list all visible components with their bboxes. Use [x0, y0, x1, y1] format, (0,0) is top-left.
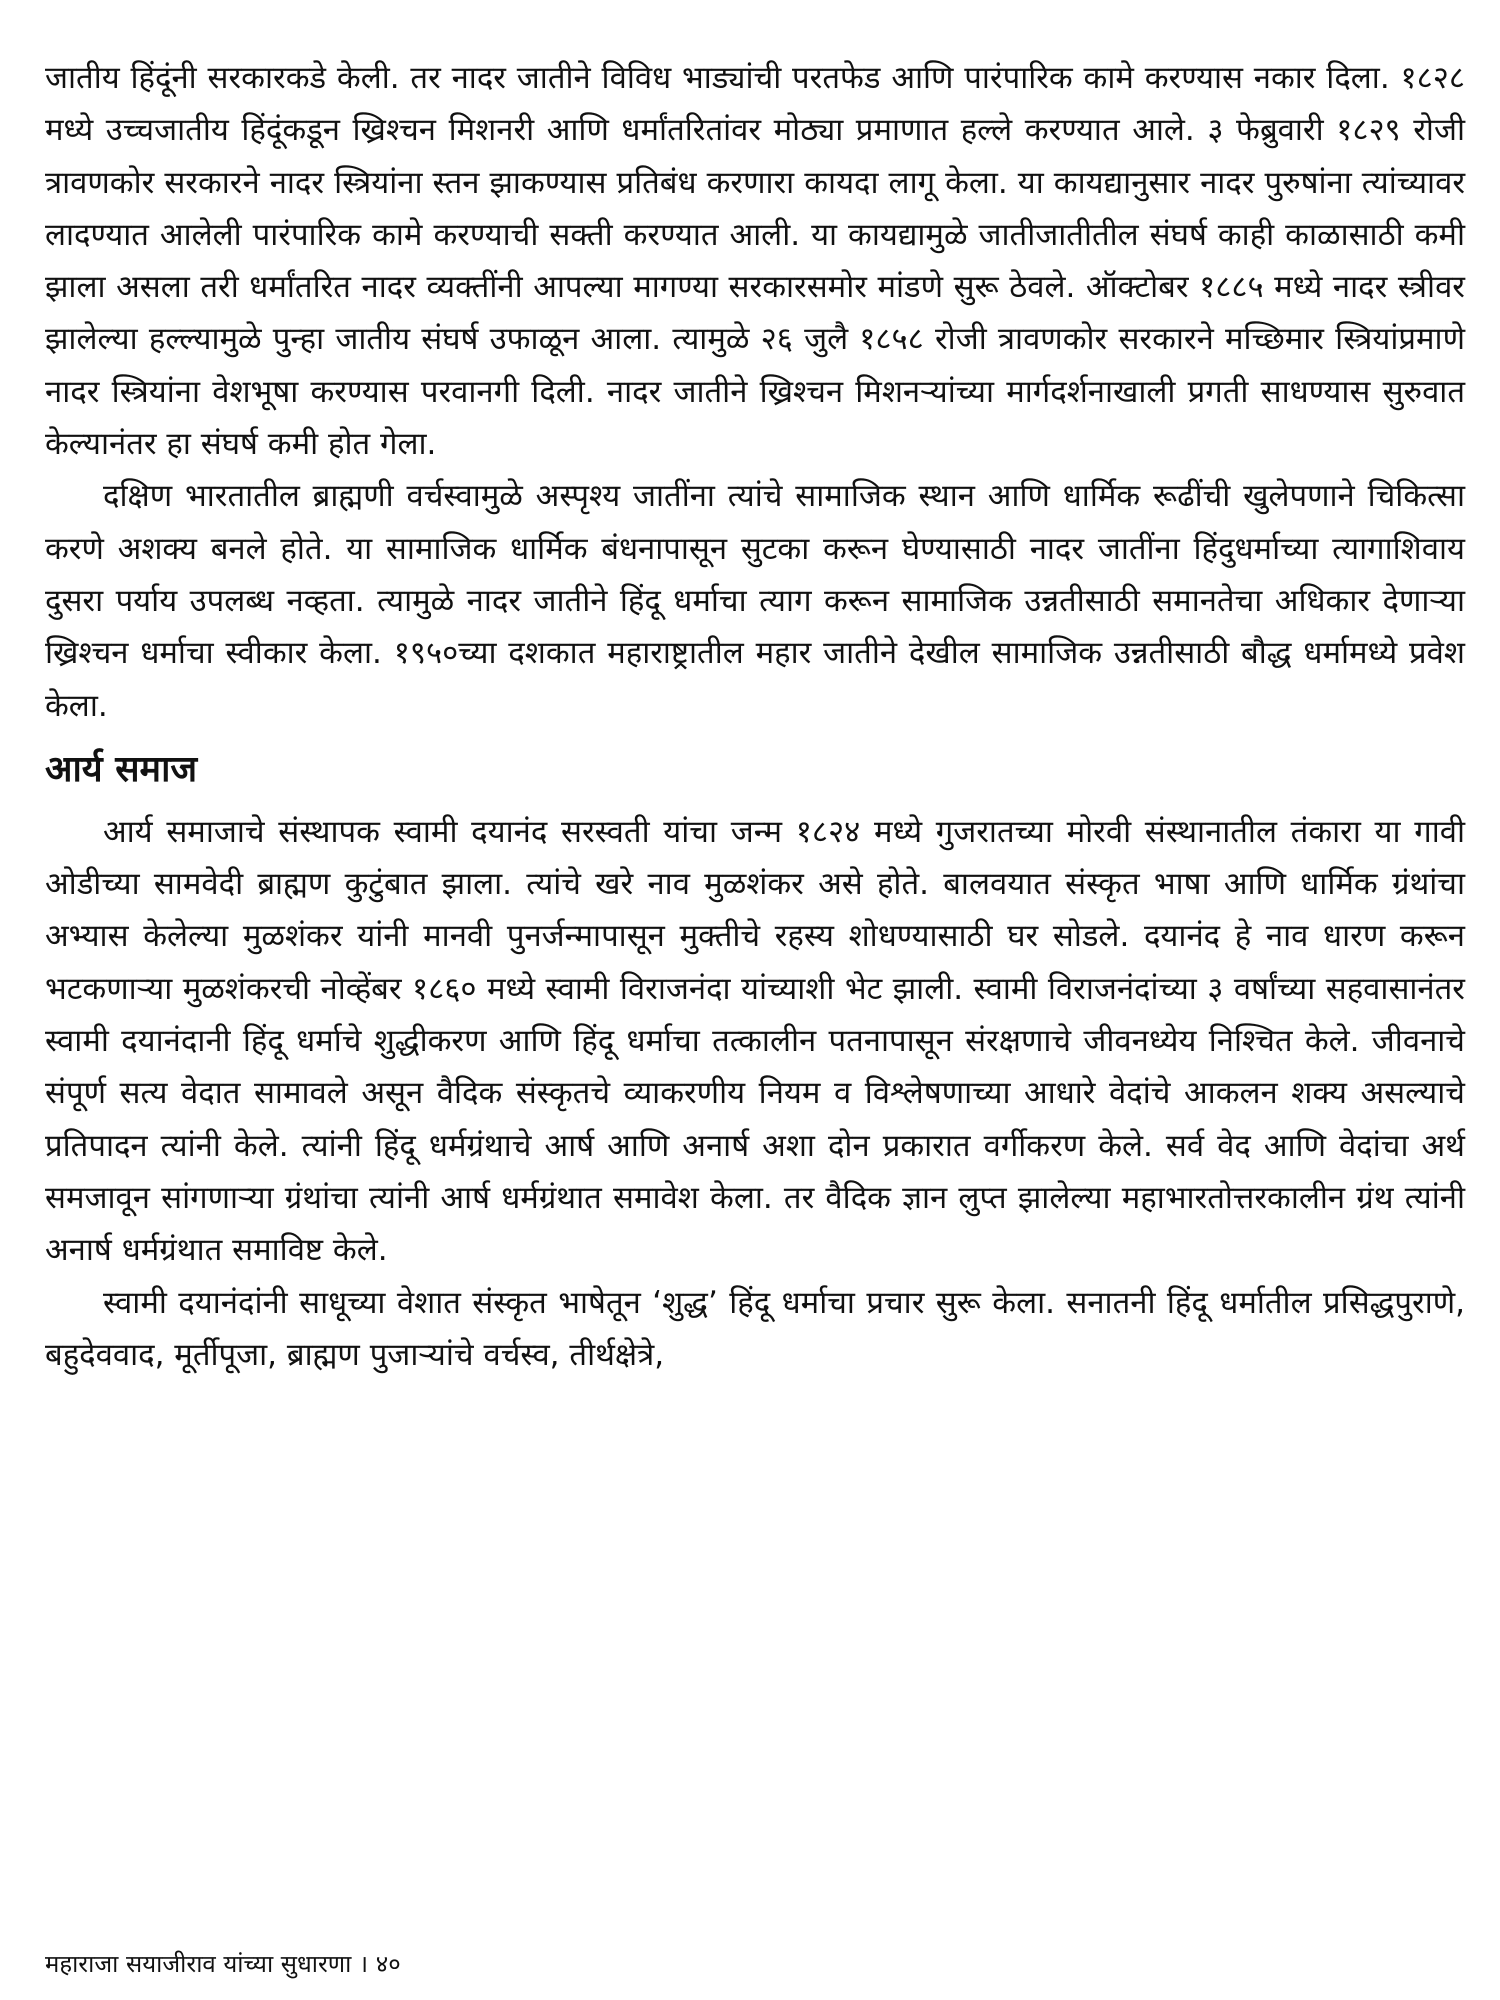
section-heading-arya-samaj: आर्य समाज [45, 748, 198, 790]
paragraph-nadar-conflict: जातीय हिंदूंनी सरकारकडे केली. तर नादर जातीने विविध भाड्यांची परतफेड आणि पारंपारिक कामे करण्यास नकार दिला. १८२८ मध्ये उच्चजातीय हिंदूंकडून ख्रिश्चन मिशनरी आणि धर्मांतरितांवर मोठ्या प्रमाणात हल्ले करण्यात आले. ३ फेब्रुवारी १८२९ रोजी त्रावणकोर सरकारने नादर स्त्रियांना स्तन झाकण्यास प्रतिबंध करणारा कायदा लागू केला. या कायद्यानुसार नादर पुरुषांना त्यांच्यावर लादण्यात आलेली पारंपारिक कामे करण्याची सक्ती करण्यात आली. या कायद्यामुळे जातीजातीतील संघर्ष काही काळासाठी कमी झाला असला तरी धर्मांतरित नादर व्यक्तींनी आपल्या मागण्या सरकारसमोर मांडणे सुरू ठेवले. ऑक्टोबर १८८५ मध्ये नादर स्त्रीवर झालेल्या हल्ल्यामुळे पुन्हा जातीय संघर्ष उफाळून आला. त्यामुळे २६ जुलै १८५८ रोजी त्रावणकोर सरकारने मच्छिमार स्त्रियांप्रमाणे नादर स्त्रियांना वेशभूषा करण्यास परवानगी दिली. नादर जातीने ख्रिश्चन मिशनऱ्यांच्या मार्गदर्शनाखाली प्रगती साधण्यास सुरुवात केल्यानंतर हा संघर्ष कमी होत गेला. [45, 60, 1465, 463]
paragraph-conversion: दक्षिण भारतातील ब्राह्मणी वर्चस्वामुळे अस्पृश्य जातींना त्यांचे सामाजिक स्थान आणि धार्मिक रूढींची खुलेपणाने चिकित्सा करणे अशक्य बनले होते. या सामाजिक धार्मिक बंधनापासून सुटका करून घेण्यासाठी नादर जातींना हिंदुधर्माच्या त्यागाशिवाय दुसरा पर्याय उपलब्ध नव्हता. त्यामुळे नादर जातीने हिंदू धर्माचा त्याग करून सामाजिक उन्नतीसाठी समानतेचा अधिकार देणाऱ्या ख्रिश्चन धर्माचा स्वीकार केला. १९५०च्या दशकात महाराष्ट्रातील महार जातीने देखील सामाजिक उन्नतीसाठी बौद्ध धर्मामध्ये प्रवेश केला. [45, 478, 1465, 724]
paragraph-dayanand-biography: आर्य समाजाचे संस्थापक स्वामी दयानंद सरस्वती यांचा जन्म १८२४ मध्ये गुजरातच्या मोरवी संस्थानातील तंकारा या गावी ओडीच्या सामवेदी ब्राह्मण कुटुंबात झाला. त्यांचे खरे नाव मुळशंकर असे होते. बालवयात संस्कृत भाषा आणि धार्मिक ग्रंथांचा अभ्यास केलेल्या मुळशंकर यांनी मानवी पुनर्जन्मापासून मुक्तीचे रहस्य शोधण्यासाठी घर सोडले. दयानंद हे नाव धारण करून भटकणाऱ्या मुळशंकरची नोव्हेंबर १८६० मध्ये स्वामी विराजनंदा यांच्याशी भेट झाली. स्वामी विराजनंदांच्या ३ वर्षांच्या सहवासानंतर स्वामी दयानंदानी हिंदू धर्माचे शुद्धीकरण आणि हिंदू धर्माचा तत्कालीन पतनापासून संरक्षणाचे जीवनध्येय निश्चित केले. जीवनाचे संपूर्ण सत्य वेदात सामावले असून वैदिक संस्कृतचे व्याकरणीय नियम व विश्लेषणाच्या आधारे वेदांचे आकलन शक्य असल्याचे प्रतिपादन त्यांनी केले. त्यांनी हिंदू धर्मग्रंथाचे आर्ष आणि अनार्ष अशा दोन प्रकारात वर्गीकरण केले. सर्व वेद आणि वेदांचा अर्थ समजावून सांगणाऱ्या ग्रंथांचा त्यांनी आर्ष धर्मग्रंथात समावेश केला. तर वैदिक ज्ञान लुप्त झालेल्या महाभारतोत्तरकालीन ग्रंथ त्यांनी अनार्ष धर्मग्रंथात समाविष्ट केले. [45, 813, 1465, 1269]
page-footer: महाराजा सयाजीराव यांच्या सुधारणा । ४० [45, 1950, 401, 1978]
paragraph-dayanand-preaching: स्वामी दयानंदांनी साधूच्या वेशात संस्कृत भाषेतून ‘शुद्ध’ हिंदू धर्माचा प्रचार सुरू केला. सनातनी हिंदू धर्मातील प्रसिद्धपुराणे, बहुदेववाद, मूर्तीपूजा, ब्राह्मण पुजाऱ्यांचे वर्चस्व, तीर्थक्षेत्रे, [45, 1284, 1465, 1373]
page-body [45, 52, 1465, 1952]
